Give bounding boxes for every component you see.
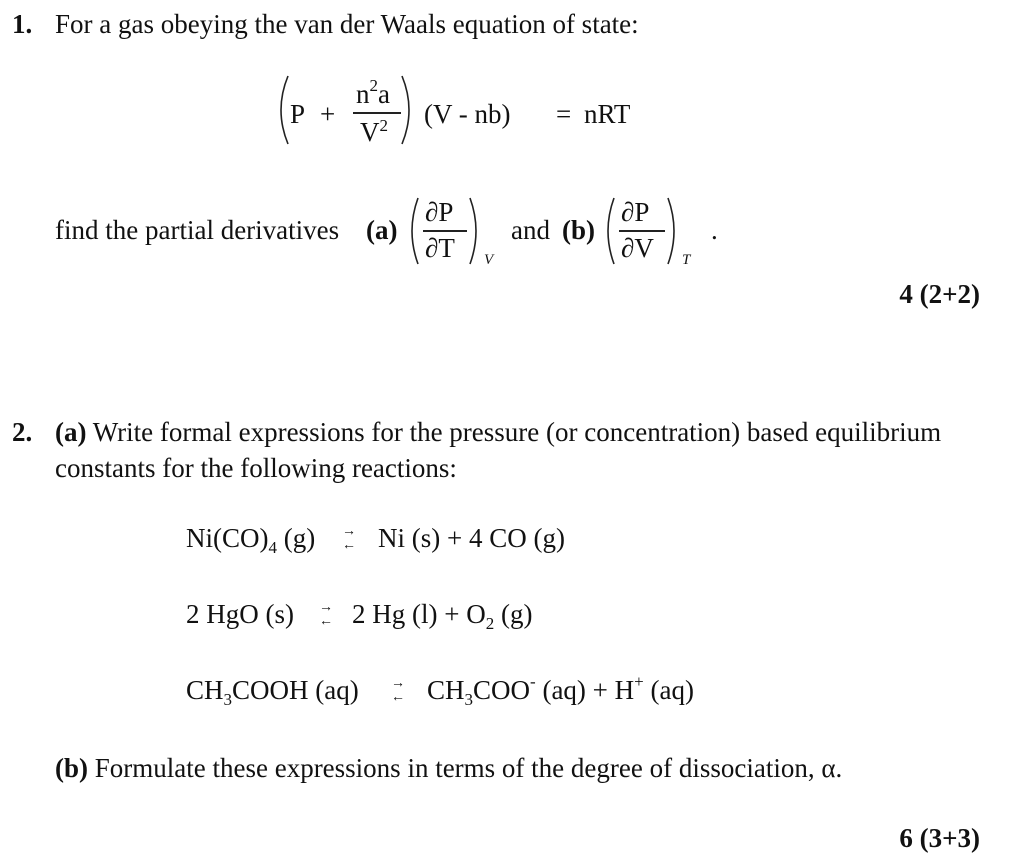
eq-denominator: $V^2$ (360, 116, 388, 147)
q1-and: and (511, 215, 550, 245)
large-parenthesis-icon (664, 194, 682, 268)
deriv-a-subscript: V (484, 252, 494, 268)
reaction-3-right: $CH_3COO^-$ (aq) + H+ (aq) (427, 672, 694, 709)
equilibrium-arrows-icon: → ← (319, 600, 333, 629)
reaction-2-right: 2 Hg $(l) + O_2$ (g) (352, 599, 533, 633)
eq-rhs: nRT (584, 99, 631, 129)
deriv-a-denominator: ∂T (425, 233, 455, 263)
large-parenthesis-icon (600, 194, 618, 268)
question-1-intro: For a gas obeying the van der Waals equation of state: (55, 9, 639, 39)
q2-part-b (55, 752, 842, 784)
q1-prompt: find the partial derivatives (55, 215, 340, 245)
q1-marks: 4 (2+2) (899, 279, 980, 309)
q1-part-b-label: (b) (562, 215, 595, 245)
question-2-number: 2. (12, 417, 33, 447)
large-parenthesis-icon (272, 72, 292, 148)
eq-plus: + (320, 99, 336, 129)
q2-marks: 6 (3+3) (899, 823, 980, 853)
reaction-3-left: $CH_3COOH$ (aq) (186, 675, 359, 709)
deriv-a-numerator: ∂P (425, 197, 454, 227)
equilibrium-arrows-icon: → ← (391, 676, 405, 705)
large-parenthesis-icon (398, 72, 418, 148)
eq-equals: = (556, 99, 572, 129)
q2-part-a-label: (a) (55, 417, 87, 447)
q2-part-a-text: Write formal expressions for the pressure (or concentration) based equilibrium (92, 417, 942, 447)
q2-part-a-line2: constants for the following reactions: (55, 453, 457, 483)
deriv-b-subscript: T (682, 252, 691, 268)
eq-fraction-bar (353, 112, 401, 114)
eq-term: (V - nb) (424, 99, 511, 129)
q2-part-b-text: Formulate these expressions in terms of the degree of dissociation, α. (94, 753, 843, 783)
q2-part-a-line1 (55, 416, 941, 448)
deriv-b-denominator: ∂V (621, 233, 654, 263)
question-1-number: 1. (12, 9, 33, 39)
large-parenthesis-icon (404, 194, 422, 268)
eq-pressure: P (290, 99, 306, 129)
reaction-1-left: $Ni(CO)_4$ (g) (186, 523, 316, 557)
q1-end-dot: . (711, 215, 718, 245)
q1-part-a-label: (a) (366, 215, 398, 245)
deriv-b-numerator: ∂P (621, 197, 650, 227)
reaction-1-right: Ni (s) + 4 CO (g) (378, 523, 565, 553)
equilibrium-arrows-icon: → ← (342, 524, 356, 553)
q2-part-b-label: (b) (55, 753, 88, 783)
eq-numerator: $n^2a$ (356, 76, 390, 109)
large-parenthesis-icon (466, 194, 484, 268)
reaction-2-left: 2 HgO (s) (186, 599, 294, 629)
